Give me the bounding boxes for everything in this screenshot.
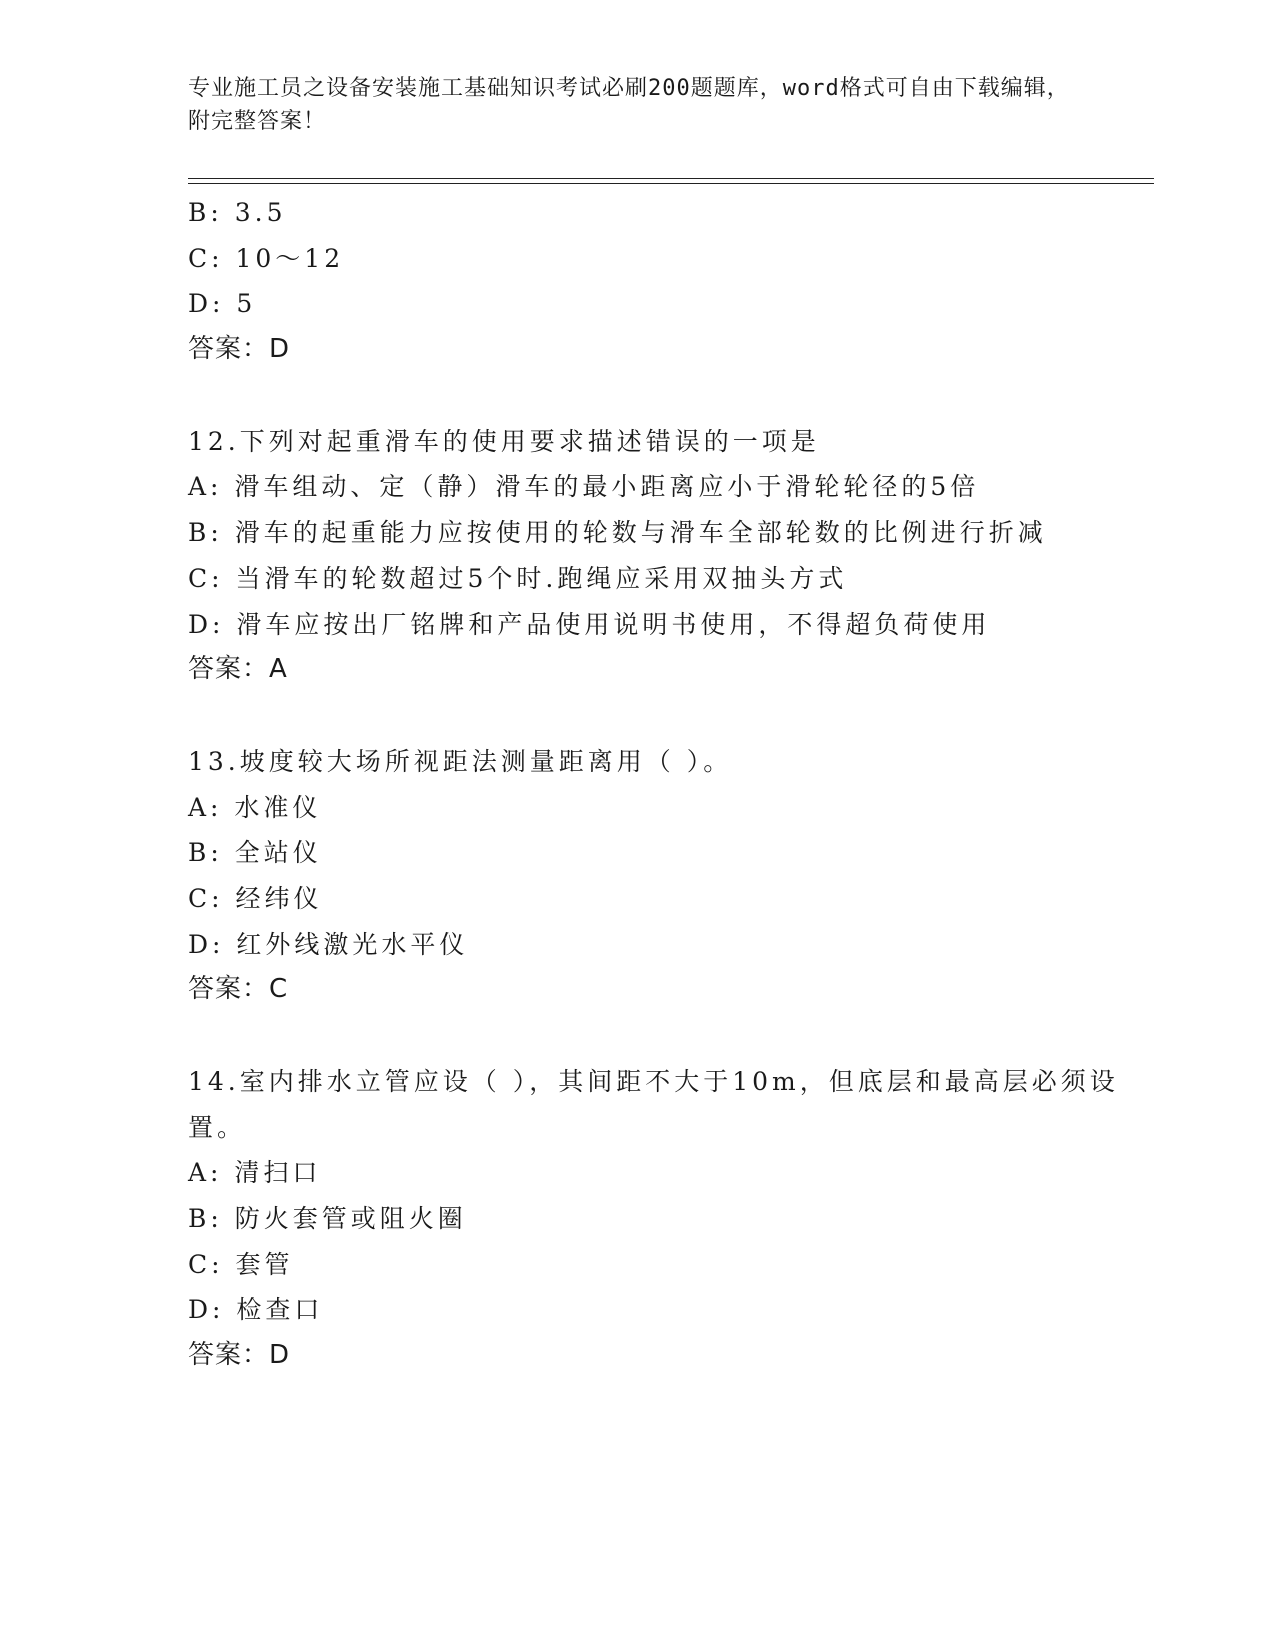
document-header [188,72,1088,138]
option-c: C: 套管 [188,1249,294,1279]
option-b: B: 全站仪 [188,838,322,868]
question-stem: 13.坡度较大场所视距法测量距离用（ ）。 [188,746,733,776]
question-block-12 [188,419,1138,693]
option-d: D: 5 [188,289,257,319]
answer-line: 答案：D [188,334,291,365]
option-c: C: 经纬仪 [188,883,323,913]
header-divider-top [188,178,1154,179]
option-a: A: 水准仪 [188,792,322,822]
question-block-13 [188,739,1138,1013]
answer-line: 答案：C [188,974,289,1005]
option-b: B: 滑车的起重能力应按使用的轮数与滑车全部轮数的比例进行折减 [188,518,1047,548]
question-stem: 12.下列对起重滑车的使用要求描述错误的一项是 [188,426,820,456]
spacer [188,1013,1138,1059]
question-block-14 [188,1059,1138,1379]
question-block-prev [188,190,1138,373]
header-divider-bottom [188,183,1154,184]
header-title: 专业施工员之设备安装施工基础知识考试必刷200题题库，word格式可自由下载编辑，附完整答案！ [188,76,1070,134]
option-c: C: 10～12 [188,243,345,273]
option-d: D: 检查口 [188,1295,324,1325]
option-b: B: 防火套管或阻火圈 [188,1204,467,1234]
option-b: B: 3.5 [188,198,287,227]
option-a: A: 滑车组动、定（静）滑车的最小距离应小于滑轮轮径的5倍 [188,472,980,502]
question-stem: 14.室内排水立管应设（ ），其间距不大于10m，但底层和最高层必须设置。 [188,1067,1119,1142]
answer-line: 答案：A [188,654,288,685]
spacer [188,693,1138,739]
option-d: D: 滑车应按出厂铭牌和产品使用说明书使用，不得超负荷使用 [188,609,991,639]
option-d: D: 红外线激光水平仪 [188,929,469,959]
option-c: C: 当滑车的轮数超过5个时.跑绳应采用双抽头方式 [188,563,848,593]
spacer [188,373,1138,419]
answer-line: 答案：D [188,1340,291,1371]
option-a: A: 清扫口 [188,1158,322,1188]
question-list [188,190,1138,1379]
